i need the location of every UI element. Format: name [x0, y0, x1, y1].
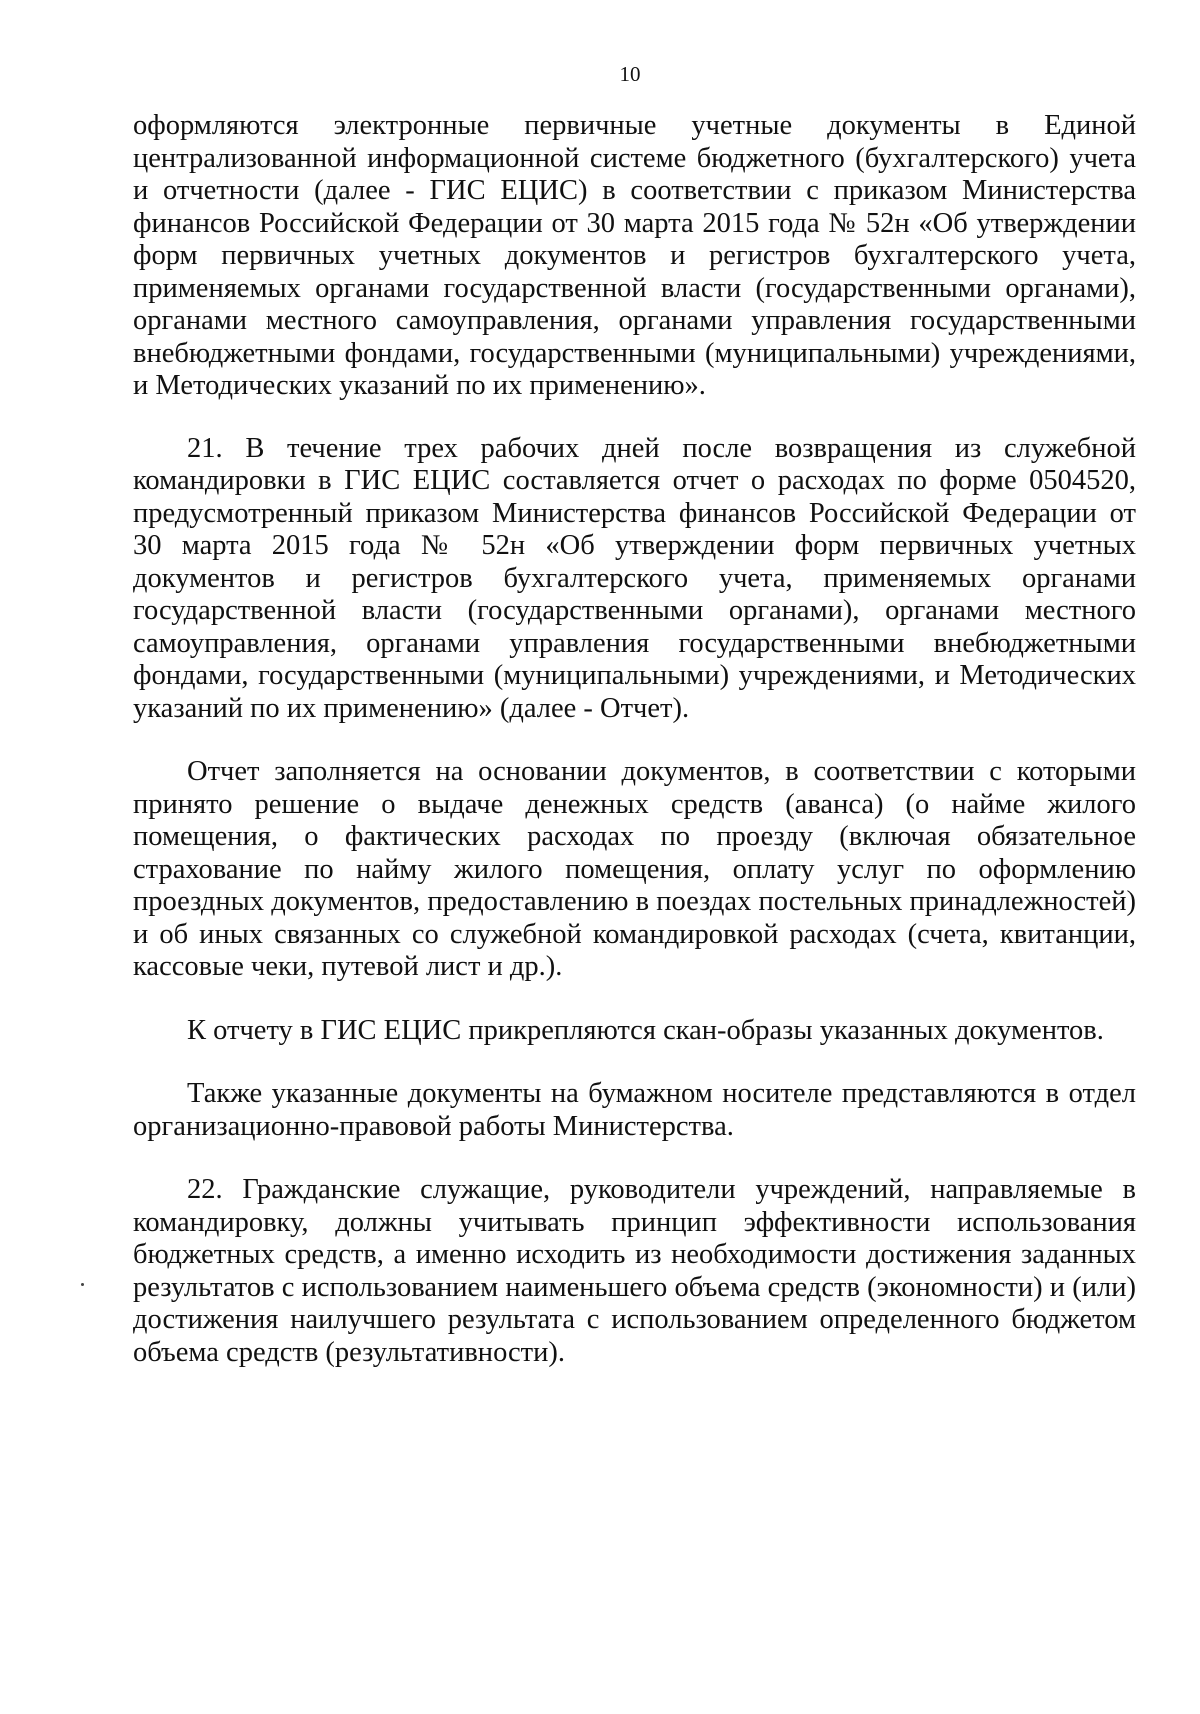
paragraph-continuation: оформляются электронные первичные учетные документы в Единой централизованной информационной системе бюджетного (бухгалтерского) учета и отчетности (далее - ГИС ЕЦИС) в соответствии с приказом Министерства финансов Российской Федерации от 30 марта 2015 года № 52н «Об утверждении форм первичных учетных документов и регистров бухгалтерского учета, применяемых органами государственной власти (государственными органами), органами местного самоуправления, органами управления государственными внебюджетными фондами, государственными (муниципальными) учреждениями, и Методических указаний по их применению».	[133, 110, 1136, 401]
document-body	[133, 110, 1136, 1369]
paragraph-item-22: 22. Гражданские служащие, руководители учреждений, направляемые в командировку, должны учитывать принцип эффективности использования бюджетных средств, а именно исходить из необходимости достижения заданных результатов с использованием наименьшего объема средств (экономности) и (или) достижения наилучшего результата с использованием определенного бюджетом объема средств (результативности).	[133, 1174, 1136, 1368]
paragraph-scan-attach: К отчету в ГИС ЕЦИС прикрепляются скан-образы указанных документов.	[187, 1014, 1104, 1046]
paragraph-paper-docs: Также указанные документы на бумажном носителе представляются в отдел организационно-правовой работы Министерства.	[133, 1078, 1136, 1142]
paragraph-report-basis: Отчет заполняется на основании документов, в соответствии с которыми принято решение о выдаче денежных средств (аванса) (о найме жилого помещения, о фактических расходах по проезду (включая обязательное страхование по найму жилого помещения, оплату услуг по оформлению проездных документов, предоставлению в поездах постельных принадлежностей) и об иных связанных со служебной командировкой расходах (счета, квитанции, кассовые чеки, путевой лист и др.).	[133, 756, 1136, 982]
paragraph-item-21: 21. В течение трех рабочих дней после возвращения из служебной командировки в ГИС ЕЦИС составляется отчет о расходах по форме 0504520, предусмотренный приказом Министерства финансов Российской Федерации от 30 марта 2015 года № 52н «Об утверждении форм первичных учетных документов и регистров бухгалтерского учета, применяемых органами государственной власти (государственными органами), органами местного самоуправления, органами управления государственными внебюджетными фондами, государственными (муниципальными) учреждениями, и Методических указаний по их применению» (далее - Отчет).	[133, 432, 1136, 724]
scan-speck	[81, 1283, 84, 1286]
page-number: 10	[619, 62, 641, 86]
